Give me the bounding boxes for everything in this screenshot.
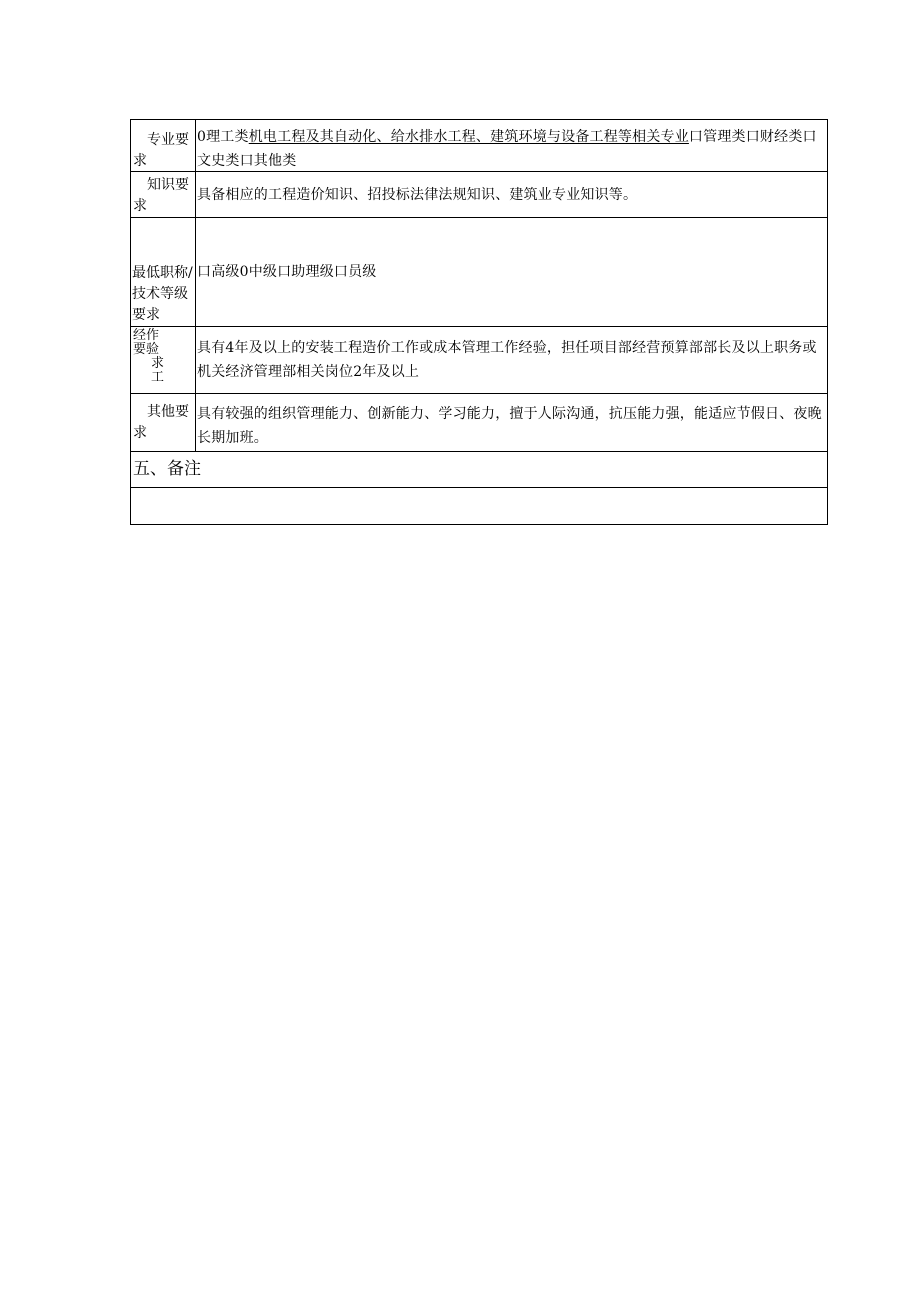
requirements-table	[130, 119, 828, 525]
label-experience-line1: 经作	[133, 328, 160, 343]
label-major-text: 专业要求	[133, 132, 189, 169]
remarks-heading: 五、备注	[133, 459, 201, 479]
label-experience-line4: 工	[151, 370, 165, 385]
value-major	[197, 125, 823, 173]
value-title: 口高级0中级口助理级口员级	[197, 264, 377, 280]
row-experience	[130, 326, 828, 394]
value-experience: 具有4年及以上的安装工程造价工作或成本管理工作经验，担任项目部经营预算部部长及以上职务或机关经济管理部相关岗位2年及以上	[197, 340, 817, 380]
row-remarks-heading	[130, 451, 828, 488]
label-experience	[131, 327, 196, 394]
label-major	[131, 120, 196, 172]
row-remarks-content	[130, 487, 828, 525]
label-title	[131, 218, 196, 327]
label-knowledge-text: 知识要求	[133, 177, 189, 214]
label-experience-text	[133, 329, 164, 385]
label-experience-line2: 要验	[133, 342, 160, 357]
row-major	[130, 119, 828, 172]
label-other	[131, 394, 196, 452]
label-title-text: 最低职称/技术等级要求	[132, 265, 193, 323]
label-experience-line3: 求	[151, 356, 165, 371]
label-other-text: 其他要求	[133, 404, 189, 441]
label-knowledge	[131, 172, 196, 218]
value-other: 具有较强的组织管理能力、创新能力、学习能力，擅于人际沟通，抗压能力强，能适应节假日、夜晚长期加班。	[197, 406, 822, 446]
row-knowledge	[130, 171, 828, 218]
value-major-suffix: 口管理类口财经类口文史类口其他类	[197, 129, 817, 169]
row-other	[130, 393, 828, 452]
row-title	[130, 217, 828, 327]
value-major-underlined: 机电工程及其自动化、给水排水工程、建筑环境与设备工程等相关专业	[248, 129, 689, 145]
value-major-prefix: 0理工类	[197, 129, 249, 145]
value-knowledge: 具备相应的工程造价知识、招投标法律法规知识、建筑业专业知识等。	[197, 187, 638, 203]
